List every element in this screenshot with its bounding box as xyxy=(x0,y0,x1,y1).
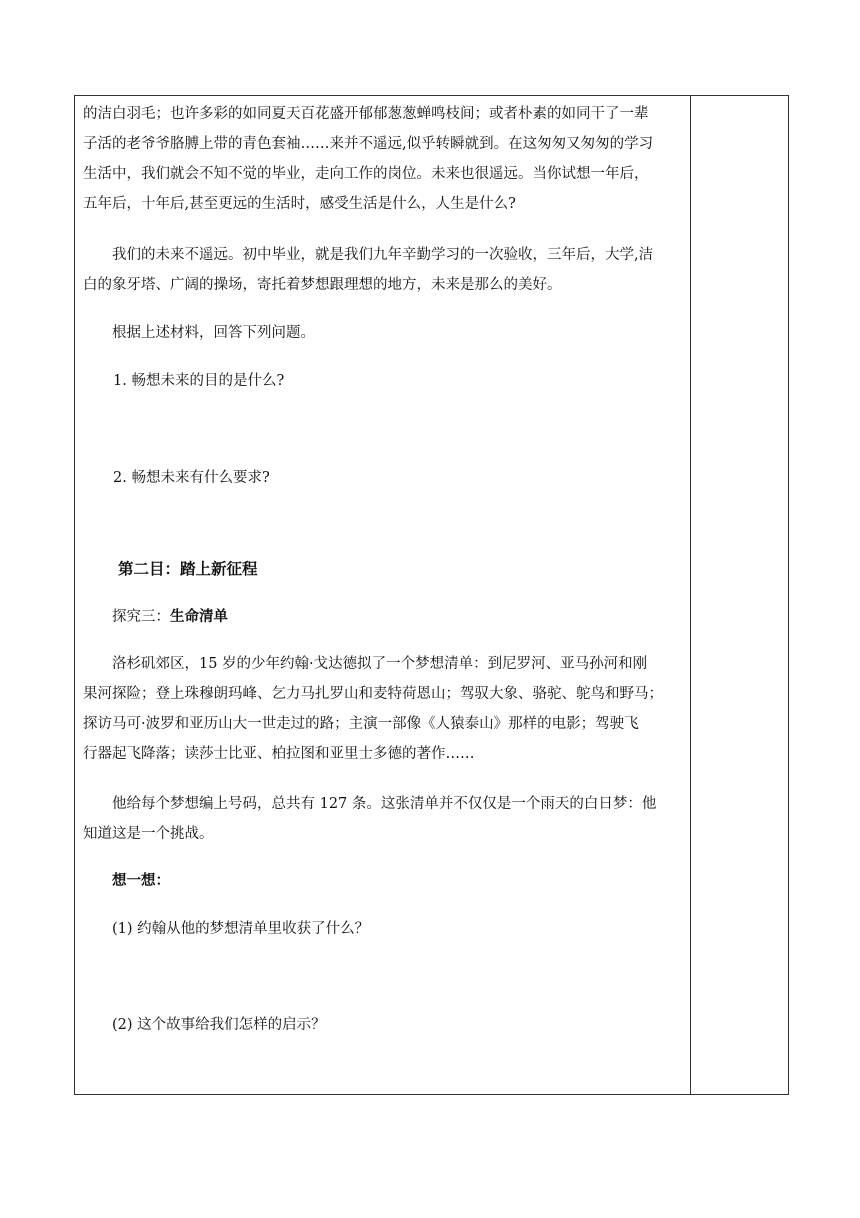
material-paragraph-1: 的洁白羽毛；也许多彩的如同夏天百花盛开郁郁葱葱蝉鸣枝间；或者朴素的如同干了一辈 子活的老爷爷胳膊上带的青色套袖……来并不遥远,似乎转瞬就到。在这匆匆又匆匆的学习 生活中，我们就会不知不觉的毕业，走向工作的岗位。未来也很遥远。当你试想一年后， 五年后，十年后,甚至更远的生活时，感受生活是什么，人生是什么? xyxy=(83,106,654,212)
explore-heading xyxy=(112,602,712,632)
explore-label: 探究三： xyxy=(112,609,170,625)
material-paragraph-2: 我们的未来不遥远。初中毕业，就是我们九年辛勤学习的一次验收，三年后，大学,洁 白的象牙塔、广阔的操场，寄托着梦想跟理想的地方，未来是那么的美好。 xyxy=(83,247,654,293)
question-1: 1. 畅想未来的目的是什么? xyxy=(113,373,285,389)
think-label: 想一想： xyxy=(112,872,170,889)
worksheet-table xyxy=(74,95,789,1095)
content-cell xyxy=(75,96,690,1094)
think-question-1: (1) 约翰从他的梦想清单里收获了什么？ xyxy=(112,921,370,937)
story-paragraph-2: 他给每个梦想编上号码，总共有 127 条。这张清单并不仅仅是一个雨天的白日梦：他 知道这是一个挑战。 xyxy=(83,796,657,842)
explore-title: 生命清单 xyxy=(170,608,228,625)
section-title: 第二目：踏上新征程 xyxy=(118,559,258,578)
instruction-text: 根据上述材料，回答下列问题。 xyxy=(112,325,315,341)
story-paragraph-1: 洛杉矶郊区，15 岁的少年约翰·戈达德拟了一个梦想清单：到尼罗河、亚马孙河和刚 果河探险；登上珠穆朗玛峰、乞力马扎罗山和麦特荷恩山；驾驭大象、骆驼、鸵鸟和野马； 探访马可·波罗和亚历山大一世走过的路；主演一部像《人猿泰山》那样的电影；驾驶飞 行器起飞降落；读莎士比亚、柏拉图和亚里士多德的著作…… xyxy=(83,656,663,762)
think-question-2: (2) 这个故事给我们怎样的启示？ xyxy=(112,1017,326,1033)
notes-cell xyxy=(691,96,789,1094)
question-2: 2. 畅想未来有什么要求? xyxy=(113,470,270,486)
